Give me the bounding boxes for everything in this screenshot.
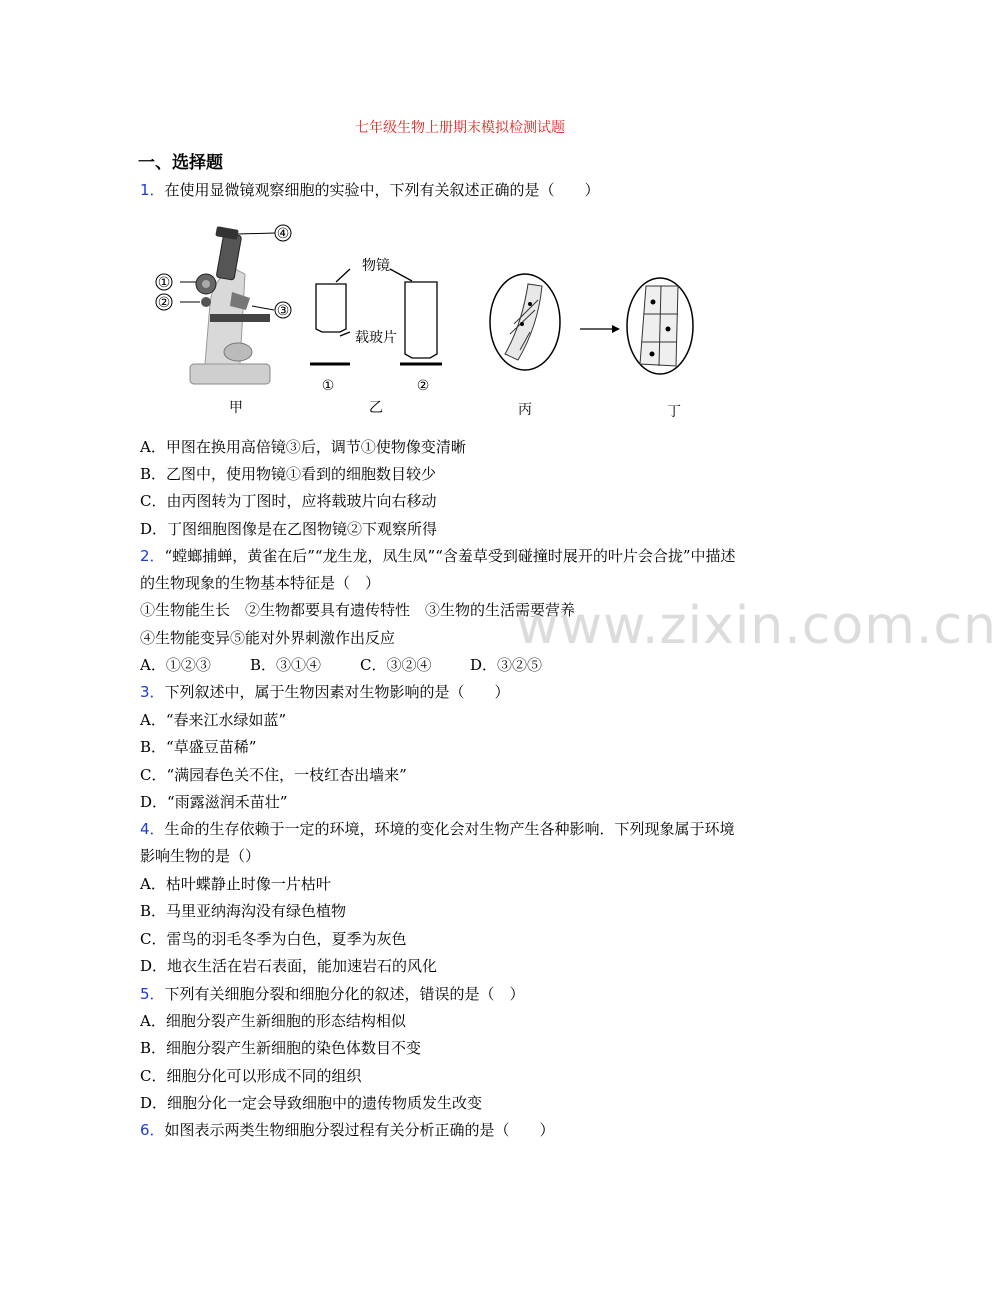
label-yi-1: ① xyxy=(321,378,335,394)
q1-option-a: A．甲图在换用高倍镜③后，调节①使物像变清晰 xyxy=(140,438,466,456)
label-jia: 甲 xyxy=(229,400,243,416)
document-title: 七年级生物上册期末模拟检测试题 xyxy=(355,120,565,136)
question-stem: 生命的生存依赖于一定的环境，环境的变化会对生物产生各种影响．下列现象属于环境 xyxy=(164,820,735,838)
question-5 xyxy=(140,984,525,1004)
question-6 xyxy=(140,1120,555,1140)
question-2-stem-cont: 的生物现象的生物基本特征是（ ） xyxy=(140,574,381,592)
question-number: 2． xyxy=(140,547,165,565)
question-number: 6． xyxy=(140,1121,165,1139)
label-bing: 丙 xyxy=(518,402,532,418)
question-4 xyxy=(140,819,735,839)
label-4: ④ xyxy=(276,226,290,242)
q5-option-d: D．细胞分化一定会导致细胞中的遗传物质发生改变 xyxy=(140,1094,483,1112)
q1-option-c: C．由丙图转为丁图时，应将载玻片向右移动 xyxy=(140,492,437,510)
q1-option-d: D．丁图细胞图像是在乙图物镜②下观察所得 xyxy=(140,520,438,538)
q3-option-a: A．“春来江水绿如蓝” xyxy=(140,711,287,729)
q2-option-c: C．③②④ xyxy=(360,656,432,674)
q5-option-a: A．细胞分裂产生新细胞的形态结构相似 xyxy=(140,1012,406,1030)
question-stem: 如图表示两类生物细胞分裂过程有关分析正确的是（ ） xyxy=(164,1121,555,1139)
cells-bing-drawing xyxy=(490,274,560,370)
objectives-drawing xyxy=(310,269,442,364)
label-1: ① xyxy=(157,275,171,291)
question-1 xyxy=(140,180,600,200)
label-ding: 丁 xyxy=(667,404,681,420)
q1-option-b: B．乙图中，使用物镜①看到的细胞数目较少 xyxy=(140,465,437,483)
label-yi-2: ② xyxy=(416,378,430,394)
question-stem: “螳螂捕蝉，黄雀在后”“龙生龙，凤生凤”“含羞草受到碰撞时展开的叶片会合拢”中描述 xyxy=(164,547,736,565)
question-2 xyxy=(140,546,736,566)
question-number: 5． xyxy=(140,985,165,1003)
q2-option-a: A．①②③ xyxy=(140,656,211,674)
label-3: ③ xyxy=(276,303,290,319)
watermark: www.zixin.com.cn xyxy=(516,596,997,656)
q2-items-line-2: ④生物能变异⑤能对外界刺激作出反应 xyxy=(140,629,396,647)
microscope-figure xyxy=(150,214,710,426)
q4-option-a: A．枯叶蝶静止时像一片枯叶 xyxy=(140,875,331,893)
label-yi: 乙 xyxy=(369,400,383,416)
q3-option-b: B．“草盛豆苗稀” xyxy=(140,738,257,756)
question-stem: 下列有关细胞分裂和细胞分化的叙述，错误的是（ ） xyxy=(164,985,525,1003)
question-stem: 在使用显微镜观察细胞的实验中，下列有关叙述正确的是（ ） xyxy=(164,181,600,199)
label-slide: 载玻片 xyxy=(355,330,397,346)
arrow-icon xyxy=(580,325,620,333)
microscope-drawing xyxy=(156,225,291,384)
question-4-stem-cont: 影响生物的是（） xyxy=(140,847,261,865)
q4-option-c: C．雷鸟的羽毛冬季为白色，夏季为灰色 xyxy=(140,930,407,948)
q2-option-d: D．③②⑤ xyxy=(470,656,543,674)
question-number: 3． xyxy=(140,683,165,701)
question-number: 1． xyxy=(140,181,165,199)
q3-option-d: D．“雨露滋润禾苗壮” xyxy=(140,793,288,811)
section-heading: 一、选择题 xyxy=(138,153,223,173)
question-3 xyxy=(140,682,510,702)
question-number: 4． xyxy=(140,820,165,838)
label-objective: 物镜 xyxy=(362,258,390,274)
q3-option-c: C．“满园春色关不住，一枝红杏出墙来” xyxy=(140,766,407,784)
cells-ding-drawing xyxy=(627,278,693,374)
question-stem: 下列叙述中，属于生物因素对生物影响的是（ ） xyxy=(164,683,510,701)
q5-option-b: B．细胞分裂产生新细胞的染色体数目不变 xyxy=(140,1039,422,1057)
q4-option-b: B．马里亚纳海沟没有绿色植物 xyxy=(140,902,347,920)
label-2: ② xyxy=(157,295,171,311)
q2-options xyxy=(140,655,580,675)
q2-option-b: B．③①④ xyxy=(250,656,322,674)
q5-option-c: C．细胞分化可以形成不同的组织 xyxy=(140,1067,362,1085)
q2-items-line-1: ①生物能生长 ②生物都要具有遗传特性 ③生物的生活需要营养 xyxy=(140,601,576,619)
q4-option-d: D．地衣生活在岩石表面，能加速岩石的风化 xyxy=(140,957,438,975)
